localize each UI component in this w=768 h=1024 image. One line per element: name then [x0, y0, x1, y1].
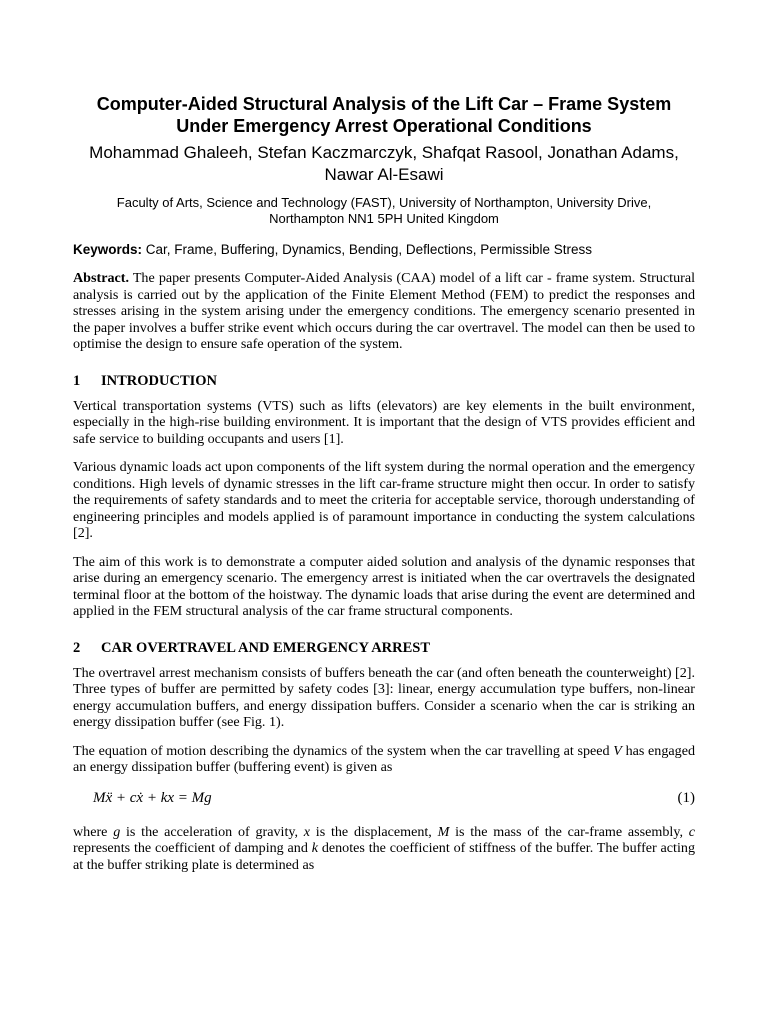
- paragraph: Various dynamic loads act upon components of the lift system during the normal operation and the emergency conditions. High levels of dynamic stresses in the lift car-frame structure might then occur. In order to satisfy the requirements of safety standards and to meet the criteria for acceptable service, thorough understanding of engineering principles and models applied is of paramount importance in conducting the system calculations [2].: [73, 459, 695, 541]
- affiliation: [73, 195, 695, 227]
- paragraph: The overtravel arrest mechanism consists of buffers beneath the car (and often beneath the counterweight) [2]. Three types of buffer are permitted by safety codes [3]: linear, energy accumulation type buffers, non-linear energy accumulation buffers, and energy dissipation buffers. Consider a scenario when the car is striking an energy dissipation buffer (see Fig. 1).: [73, 664, 695, 730]
- abstract-label: Abstract.: [73, 270, 129, 286]
- keywords: [73, 241, 695, 258]
- section-heading-car-overtravel: [73, 640, 695, 657]
- text-run: is the mass of the car-frame assembly,: [449, 823, 689, 840]
- section-heading-introduction: [73, 373, 695, 390]
- variable: x: [303, 823, 311, 840]
- paragraph-where: [73, 824, 695, 874]
- text-run: is the acceleration of gravity,: [120, 823, 304, 840]
- keywords-label: Keywords:: [73, 242, 143, 257]
- equation-number: (1): [677, 789, 695, 806]
- paper-title: Computer-Aided Structural Analysis of the Lift Car – Frame System Under Emergency Arrest Operational Conditions: [96, 94, 672, 136]
- paragraph-motion-intro: [73, 743, 695, 776]
- section-number: 1: [73, 372, 81, 389]
- variable: c: [688, 823, 695, 840]
- variable: g: [113, 823, 121, 840]
- abstract-text: The paper presents Computer-Aided Analysis (CAA) model of a lift car - frame system. Structural analysis is carried out by the application of the Finite Element Method (FEM) to predict the responses and stresses arising in the system arising under the emergency conditions. The emergency scenario presented in the paper involves a buffer strike event which occurs during the car overtravel. The model can then be used to optimise the design to ensure safe operation of the system.: [73, 270, 695, 352]
- text-run: where: [73, 823, 114, 840]
- paragraph: The aim of this work is to demonstrate a computer aided solution and analysis of the dynamic responses that arise during an emergency scenario. The emergency arrest is initiated when the car overtravels the designated terminal floor at the bottom of the hoistway. The dynamic loads that arise during the event are determined and applied in the FEM structural analysis of the car frame structural components.: [73, 553, 695, 619]
- variable: V: [613, 742, 622, 759]
- text-run: has engaged an energy dissipation buffer (buffering event) is given as: [73, 742, 695, 775]
- variable: M: [437, 823, 450, 840]
- abstract: [73, 270, 695, 353]
- paper-page: [73, 93, 695, 885]
- section-title: INTRODUCTION: [101, 372, 218, 389]
- section-number: 2: [73, 639, 81, 656]
- section-title: CAR OVERTRAVEL AND EMERGENCY ARREST: [101, 639, 431, 656]
- author-list: Mohammad Ghaleeh, Stefan Kaczmarczyk, Shafqat Rasool, Jonathan Adams, Nawar Al-Esawi: [89, 143, 679, 184]
- variable: k: [311, 840, 318, 856]
- affiliation-line-2: Northampton NN1 5PH United Kingdom: [269, 211, 499, 226]
- text-run: The equation of motion describing the dynamics of the system when the car travelling at speed: [73, 742, 614, 759]
- equation-1: [73, 788, 695, 808]
- affiliation-line-1: Faculty of Arts, Science and Technology (FAST), University of Northampton, University Drive,: [116, 195, 652, 210]
- paragraph: Vertical transportation systems (VTS) such as lifts (elevators) are key elements in the built environment, especially in the high-rise building environment. It is important that the design of VTS provides efficient and safe service to building occupants and users [1].: [73, 397, 695, 447]
- text-run: denotes the coefficient of stiffness of the buffer. The buffer acting at the buffer striking plate is determined as: [73, 840, 695, 873]
- keywords-list: Car, Frame, Buffering, Dynamics, Bending, Deflections, Permissible Stress: [145, 242, 592, 257]
- equation-expression: Mẍ + cẋ + kx = Mg: [93, 789, 212, 806]
- text-run: is the displacement,: [310, 823, 438, 840]
- text-run: represents the coefficient of damping and: [73, 840, 312, 856]
